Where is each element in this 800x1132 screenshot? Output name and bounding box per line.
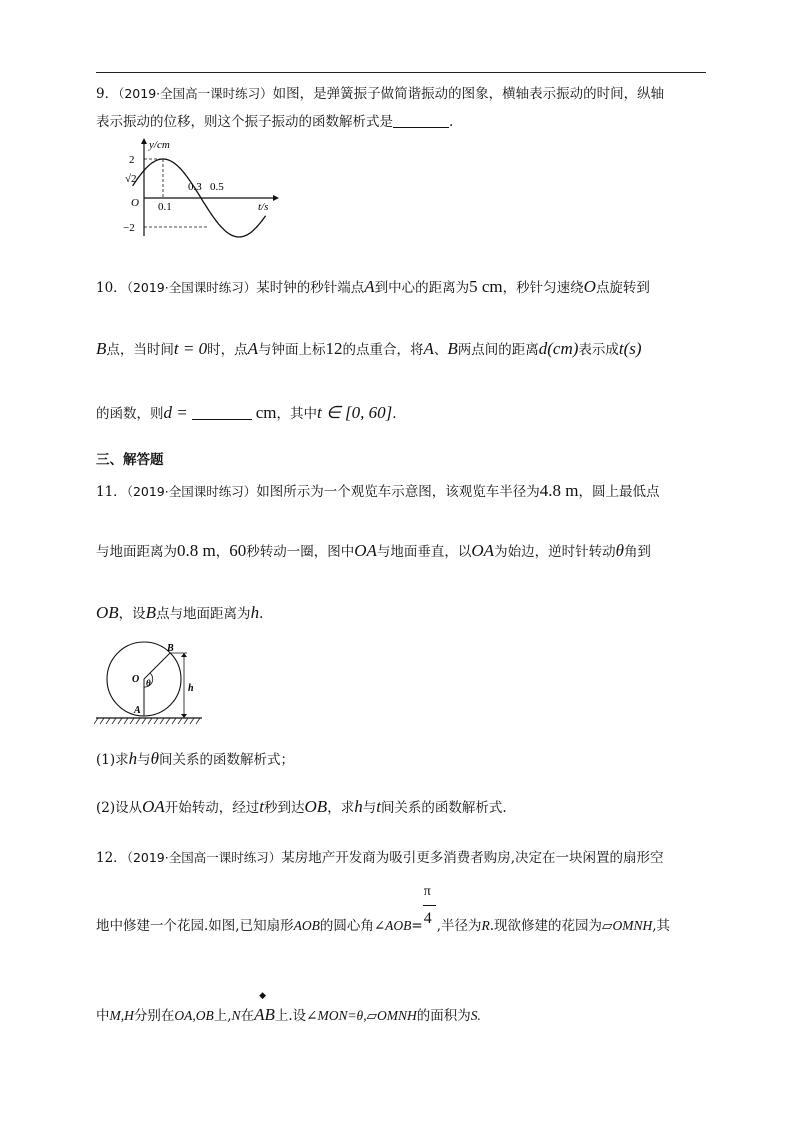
answer-blank [192, 406, 252, 420]
math-d-eq: d = [163, 403, 188, 422]
math-unit: cm [255, 403, 277, 422]
math-AOB: AOB [385, 918, 412, 933]
math-MH: M,H [109, 1008, 134, 1023]
math-h: h [128, 749, 138, 768]
q11-line-3 [96, 602, 263, 623]
ferris-wheel-figure [94, 640, 204, 728]
q12-line-1 [96, 846, 664, 866]
math-12: 12 [325, 339, 343, 358]
question-text: 分别在 [133, 1008, 175, 1024]
question-text: 的面积为 [416, 1008, 471, 1024]
math-OB: OB [304, 797, 328, 816]
y-tick-sqrt2: √2 [125, 173, 137, 185]
question-text: ， [215, 544, 230, 560]
question-text: 表示成 [578, 342, 619, 358]
math-theta: θ [150, 749, 159, 768]
math-OA-OB: OA,OB [174, 1008, 214, 1023]
period: . [259, 606, 264, 622]
math-arc-AB [254, 991, 275, 1025]
question-text: 间关系的函数解析式. [380, 800, 507, 816]
question-text: 上.设∠ [274, 1008, 318, 1024]
arc-label: AB [254, 1005, 275, 1024]
question-text: ，其中 [276, 406, 318, 422]
question-number: 9． [96, 86, 119, 102]
math-AOB: AOB [293, 918, 320, 933]
top-rule [96, 72, 706, 73]
point-O-label: O [132, 674, 140, 685]
question-text: 点，当时间 [106, 342, 174, 358]
q10-line-3 [96, 402, 397, 423]
math-height: 0.8 m [177, 541, 216, 560]
question-text: 某时钟的秒针端点 [256, 280, 365, 296]
math-theta: θ [615, 541, 624, 560]
question-text: 间关系的函数解析式； [158, 752, 294, 768]
question-text: 如图，是弹簧振子做简谐振动的图象，横轴表示振动的时间，纵轴 [272, 86, 665, 102]
q11-line-2 [96, 540, 651, 561]
answer-blank [393, 114, 449, 128]
x-axis-label: t/s [258, 201, 269, 213]
math-t0: t = 0 [173, 339, 208, 358]
question-text: 与 [137, 752, 151, 768]
arc-mark: ◆ [259, 991, 266, 1001]
question-text: = [411, 918, 423, 934]
math-OMNH: OMNH [376, 1008, 417, 1023]
math-d-cm: d(cm) [538, 339, 579, 358]
question-text: ，设 [118, 606, 146, 622]
question-number: 10． [96, 280, 127, 296]
math-A: A [423, 339, 434, 358]
math-range: t ∈ [0, 60] [317, 403, 393, 422]
math-radius: 4.8 m [539, 481, 579, 500]
question-source: （2019·全国高一课时练习） [118, 86, 273, 101]
question-text: 到中心的距离为 [374, 280, 470, 296]
math-OA: OA [142, 797, 165, 816]
question-text: 的圆心角∠ [319, 918, 386, 934]
x-tick-0.5: 0.5 [210, 181, 224, 193]
h-label: h [188, 683, 194, 694]
question-text: ▱ [366, 1008, 377, 1024]
math-OA: OA [354, 541, 377, 560]
question-text: 秒转动一圈，图中 [246, 544, 355, 560]
math-t: t [259, 797, 265, 816]
question-text: 两点间的距离 [457, 342, 539, 358]
y-axis-label: y/cm [149, 139, 170, 151]
point-A-label: A [134, 705, 141, 716]
q11-part-1 [96, 748, 294, 769]
question-text: 为始边，逆时针转动 [494, 544, 616, 560]
question-text: (1)求 [96, 752, 129, 768]
fraction-pi-over-4 [423, 884, 437, 930]
question-text: 的函数，则 [96, 406, 164, 422]
period: . [449, 114, 454, 130]
question-text: 上, [213, 1008, 232, 1024]
math-OB: OB [96, 603, 119, 622]
math-h: h [250, 603, 260, 622]
fraction-denominator: 4 [423, 910, 432, 927]
q10-line-1 [96, 276, 650, 297]
question-text: (2)设从 [96, 800, 143, 816]
question-text: 地中修建一个花园.如图,已知扇形 [96, 918, 294, 934]
question-text: 角到 [623, 544, 651, 560]
question-text: 点旋转到 [595, 280, 650, 296]
question-text: 与地面垂直，以 [376, 544, 472, 560]
period: . [392, 406, 397, 422]
q11-part-2 [96, 796, 507, 817]
math-A: A [364, 277, 375, 296]
math-h: h [354, 797, 363, 816]
math-t: t [376, 797, 381, 816]
question-text: 与地面距离为 [96, 544, 177, 560]
math-R: R [481, 918, 490, 933]
question-text: 某房地产开发商为吸引更多消费者购房,决定在一块闲置的扇形空 [281, 850, 664, 866]
math-distance: 5 cm [469, 277, 503, 296]
q10-line-2 [96, 338, 642, 359]
question-text: 时，点 [207, 342, 248, 358]
math-B: B [96, 339, 107, 358]
question-text: 表示振动的位移，则这个振子振动的函数解析式是 [96, 114, 393, 130]
math-OMNH: OMNH [612, 918, 653, 933]
math-B: B [447, 339, 458, 358]
question-text: 在 [240, 1008, 255, 1024]
question-number: 12． [96, 850, 127, 866]
question-text: 与钟面上标 [257, 342, 326, 358]
q9-line-1 [96, 82, 664, 102]
question-number: 11． [96, 484, 127, 500]
q9-line-2 [96, 110, 453, 130]
y-tick-neg2: −2 [123, 222, 135, 234]
math-60: 60 [229, 541, 247, 560]
section-heading: 三、解答题 [96, 452, 164, 468]
question-text: 秒到达 [264, 800, 305, 816]
question-text: 开始转动，经过 [164, 800, 260, 816]
math-MON: MON=θ, [317, 1008, 367, 1023]
question-source: （2019·全国高一课时练习） [126, 850, 282, 865]
q12-line-2 [96, 884, 670, 934]
question-text: 与 [362, 800, 377, 816]
math-S: S. [470, 1008, 481, 1023]
math-B: B [145, 603, 157, 622]
question-text: 、 [433, 342, 448, 358]
question-text: 如图所示为一个观览车示意图，该观览车半径为 [256, 484, 540, 500]
vibration-graph [118, 136, 288, 240]
y-tick-2: 2 [129, 154, 135, 166]
question-text: ，圆上最低点 [578, 484, 660, 500]
question-source: （2019·全国课时练习） [126, 280, 257, 295]
math-A: A [247, 339, 258, 358]
q12-line-3 [96, 991, 481, 1025]
point-B-label: B [167, 643, 174, 654]
math-O: O [583, 277, 596, 296]
x-tick-0.3: 0.3 [188, 181, 202, 193]
question-text: ,半径为 [436, 918, 482, 934]
fraction-numerator: π [423, 884, 431, 899]
question-text: 的点重合，将 [342, 342, 424, 358]
math-OA: OA [471, 541, 495, 560]
question-text: ，求 [327, 800, 355, 816]
math-N: N [231, 1008, 241, 1023]
math-t-s: t(s) [618, 339, 642, 358]
theta-label: θ [146, 678, 151, 688]
fraction-bar [423, 905, 436, 906]
x-tick-0.1: 0.1 [158, 201, 172, 213]
question-text: ,其 [652, 918, 670, 934]
origin-label: O [131, 197, 139, 209]
question-text: .现欲修建的花园为▱ [489, 918, 613, 934]
question-text: ，秒针匀速绕 [502, 280, 584, 296]
question-source: （2019·全国课时练习） [126, 484, 257, 499]
question-text: 点与地面距离为 [156, 606, 251, 622]
question-text: 中 [96, 1008, 110, 1024]
q11-line-1 [96, 480, 659, 501]
